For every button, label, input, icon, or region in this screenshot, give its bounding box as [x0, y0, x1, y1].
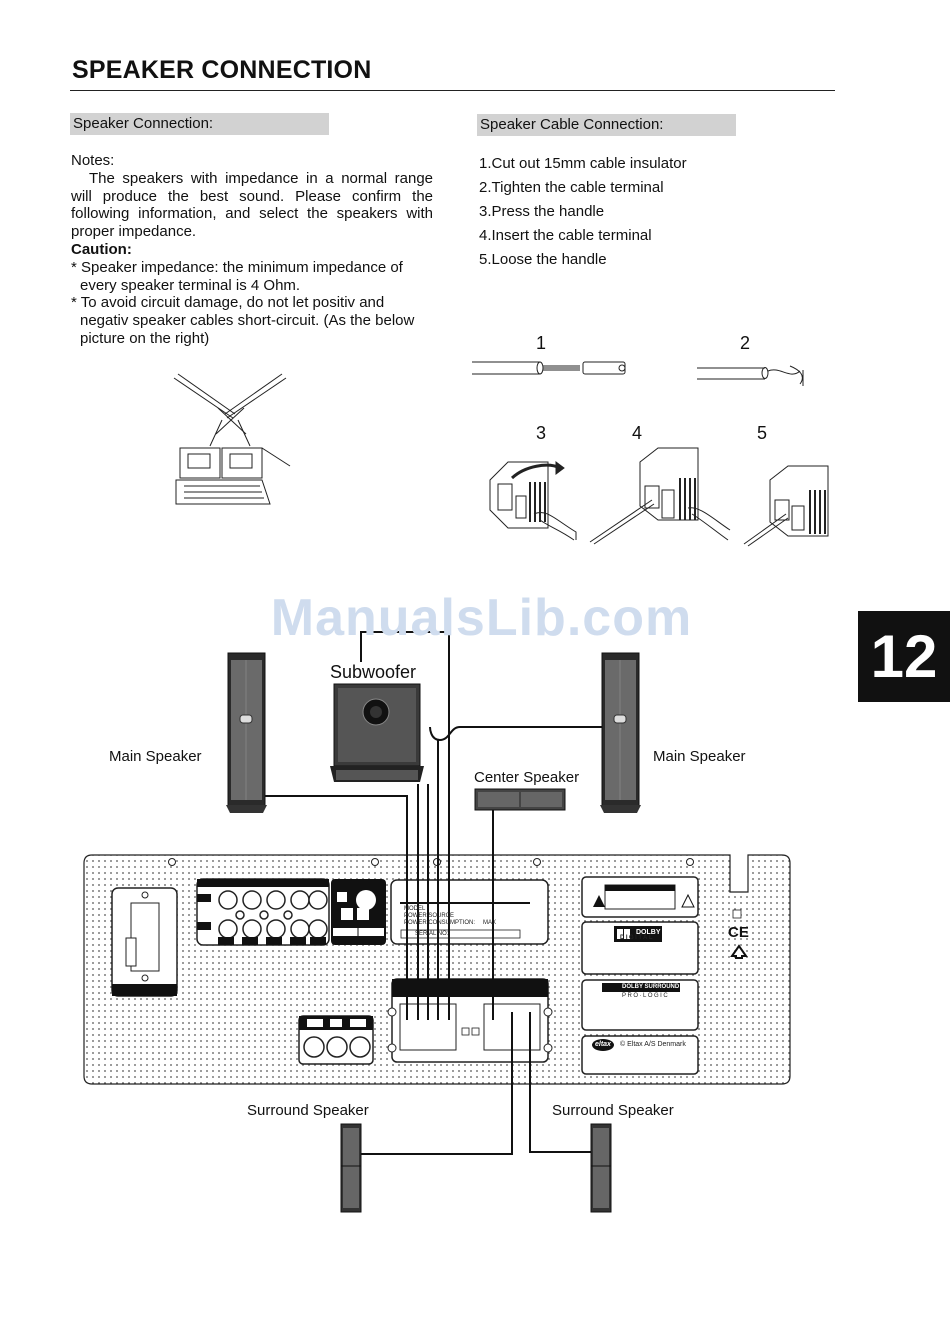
figure-number: 3: [536, 423, 547, 443]
figure-number: 5: [757, 423, 768, 443]
cable-step: 5.Loose the handle: [479, 251, 607, 268]
panel-serial-text: SERIAL NO:: [415, 931, 449, 937]
cable-step-4-illustration: [590, 448, 730, 544]
figure-number: 2: [740, 333, 751, 353]
notes-text: The speakers with impedance in a normal range will produce the best sound. Please confirm the following information, and select the speakers with proper impedance.: [71, 169, 433, 241]
dolby-surround-logo-top: DOLBY SURROUND: [622, 984, 680, 990]
surround-speaker-left-graphic: [341, 1124, 361, 1212]
main-speaker-right-graphic: [600, 653, 641, 813]
cable-step-5-illustration: [744, 466, 828, 546]
cable-step-3-illustration: [490, 462, 576, 540]
eltax-logo: eltax: [595, 1041, 611, 1048]
caution-item: * Speaker impedance: the minimum impedance of every speaker terminal is 4 Ohm.: [71, 258, 403, 294]
panel-power-consumption-text: POWER CONSUMPTION:: [404, 920, 476, 926]
cable-step-2-illustration: [697, 366, 803, 386]
figure-number: 4: [632, 423, 643, 443]
page-number-tab: 12: [858, 611, 950, 702]
speaker-cable-connection-heading: Speaker Cable Connection:: [477, 114, 736, 136]
cable-step: 3.Press the handle: [479, 203, 605, 220]
main-speaker-left-graphic: [226, 653, 267, 813]
main-speaker-left-label: Main Speaker: [109, 748, 202, 765]
surround-speaker-left-label: Surround Speaker: [247, 1102, 369, 1119]
watermark: ManualsLib.com: [270, 589, 693, 647]
cable-step: 2.Tighten the cable terminal: [479, 179, 664, 196]
dolby-digital-logo-bottom: DIGITAL: [620, 935, 655, 941]
figure-number: 1: [536, 333, 547, 353]
dolby-surround-logo-bottom: PRO·LOGIC: [622, 993, 670, 999]
caution-label: Caution:: [71, 240, 132, 258]
caution-item: * To avoid circuit damage, do not let positiv and negativ speaker cables short-circuit. (As the below picture on the right): [71, 294, 415, 347]
subwoofer-label: Subwoofer: [330, 662, 417, 682]
eltax-copyright-text: © Eltax A/S Denmark: [620, 1041, 686, 1048]
center-speaker-label: Center Speaker: [474, 769, 580, 786]
panel-power-source-text: POWER SOURCE: [404, 913, 455, 919]
ce-mark: CE: [728, 924, 749, 941]
speaker-connection-heading: Speaker Connection:: [70, 113, 329, 135]
cable-step: 1.Cut out 15mm cable insulator: [479, 155, 687, 172]
surround-speaker-right-graphic: [591, 1124, 611, 1212]
surround-speaker-right-label: Surround Speaker: [552, 1102, 674, 1119]
main-speaker-right-label: Main Speaker: [653, 748, 746, 765]
cable-step-1-illustration: [472, 362, 625, 374]
panel-max-text: MAX: [483, 920, 497, 926]
subwoofer-graphic: [330, 684, 424, 782]
short-circuit-illustration: [174, 374, 290, 504]
dolby-digital-logo-top: DOLBY: [636, 929, 661, 936]
page-title: SPEAKER CONNECTION: [72, 56, 372, 84]
center-speaker-graphic: [475, 789, 565, 810]
notes-label: Notes:: [71, 152, 115, 169]
panel-model-text: MODEL: [404, 906, 426, 912]
cable-step: 4.Insert the cable terminal: [479, 227, 652, 244]
